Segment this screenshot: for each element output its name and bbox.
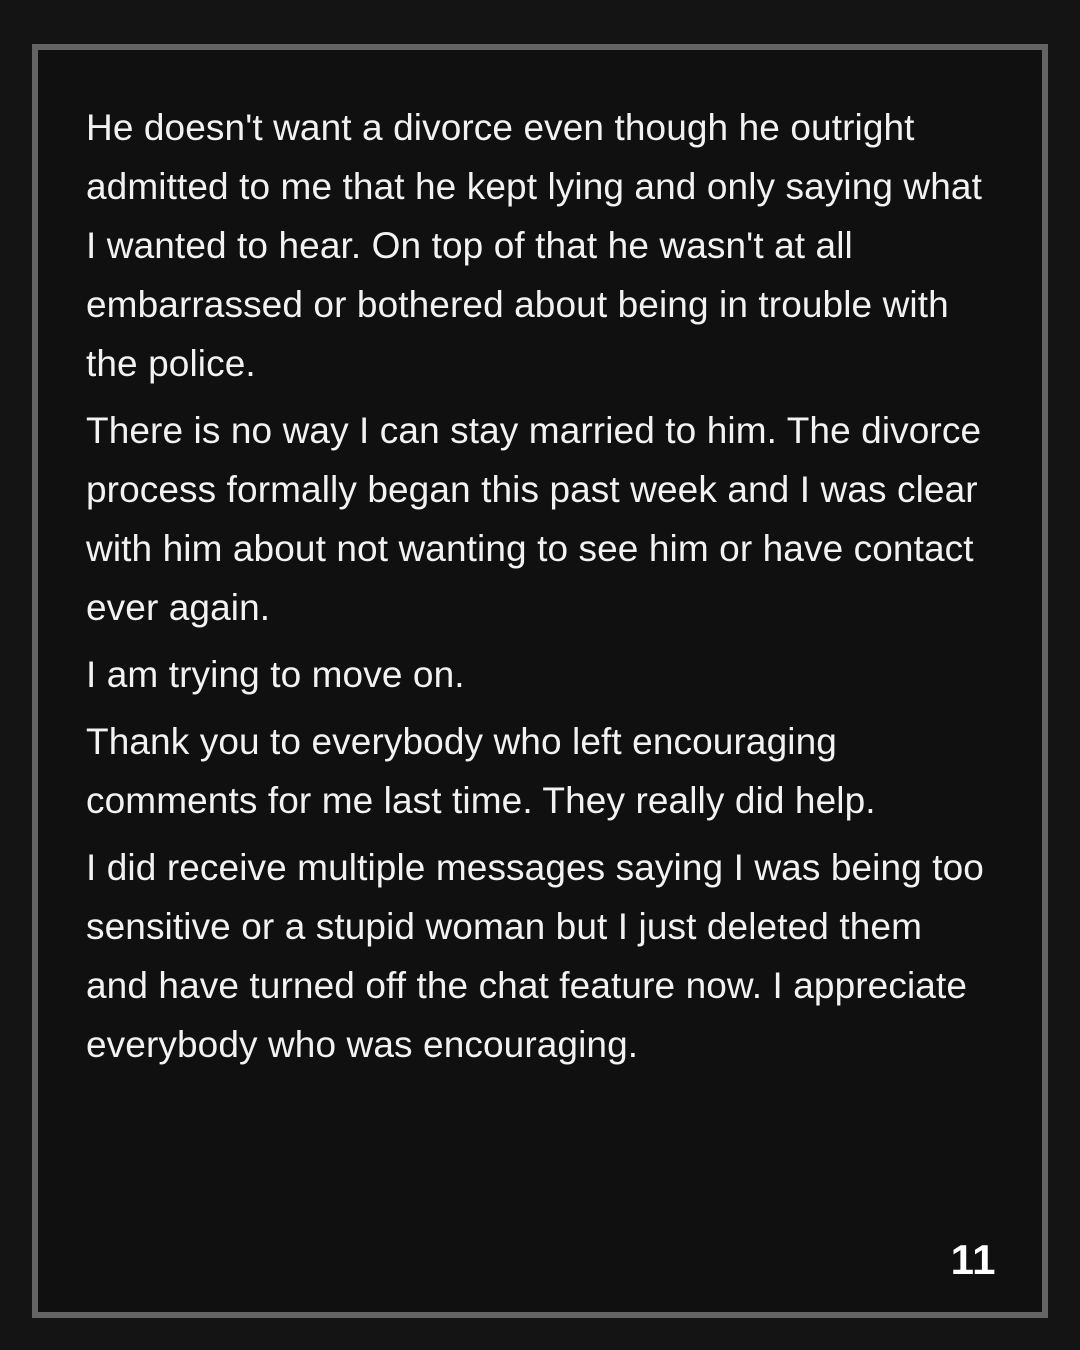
paragraph: I did receive multiple messages saying I was being too sensitive or a stupid woman but I just deleted them and have turned off the chat feature now. I appreciate everybody who was encouraging. (86, 847, 984, 1065)
slide-frame (32, 44, 1048, 1318)
page-number: 11 (950, 1236, 996, 1283)
paragraph: I am trying to move on. (86, 654, 465, 695)
paragraph: There is no way I can stay married to him. The divorce process formally began this past week and I was clear with him about not wanting to see him or have contact ever again. (86, 410, 982, 628)
paragraph: Thank you to everybody who left encouraging comments for me last time. They really did help. (86, 721, 876, 821)
slide-content (38, 50, 1042, 1312)
story-text-block (86, 98, 990, 1272)
paragraph: He doesn't want a divorce even though he outright admitted to me that he kept lying and only saying what I wanted to hear. On top of that he wasn't at all embarrassed or bothered about being in trouble with the police. (86, 107, 982, 384)
